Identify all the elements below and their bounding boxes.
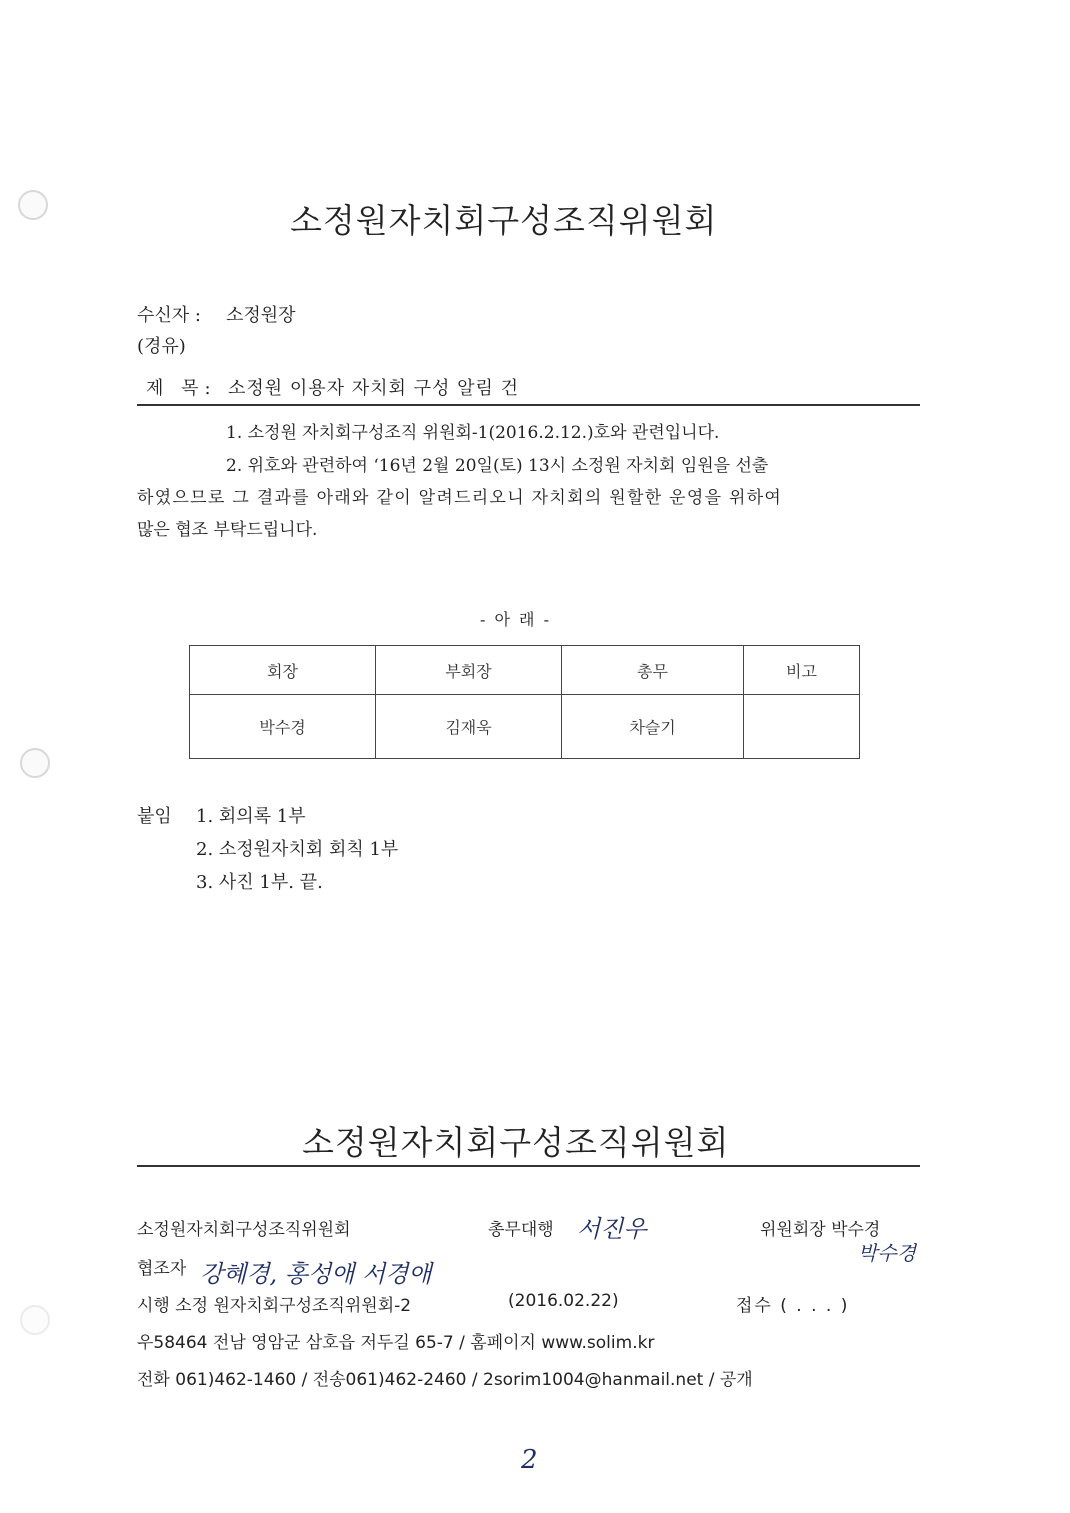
officers-table	[189, 645, 860, 759]
recipient-label: 수신자 :	[137, 305, 201, 326]
subject-divider	[137, 404, 920, 406]
body-line-2b: 하였으므로 그 결과를 아래와 같이 알려드리오니 자치회의 원할한 운영을 위하여	[137, 488, 783, 508]
table-row	[190, 695, 860, 759]
attachment-item-3: 3. 사진 1부. 끝.	[196, 872, 323, 893]
header-cell-remarks: 비고	[744, 646, 860, 695]
via: (경유)	[137, 336, 186, 357]
attachments-label: 붙임	[137, 806, 172, 827]
header-cell-secretary: 총무	[562, 646, 744, 695]
handwritten-page-mark: 2	[521, 1445, 538, 1475]
punch-hole-middle	[20, 748, 50, 778]
table-header-row	[190, 646, 860, 695]
receipt-label: 접수 ( . . . )	[736, 1296, 850, 1316]
subject-label: 제 목:	[146, 378, 217, 399]
attachment-item-2: 2. 소정원자치회 회칙 1부	[196, 839, 399, 860]
punch-hole-bottom	[20, 1305, 50, 1335]
body-line-1: 1. 소정원 자치회구성조직 위원회-1(2016.2.12.)호와 관련입니다.	[226, 423, 720, 443]
section-label: - 아 래 -	[480, 610, 551, 629]
address-line: 우58464 전남 영암군 삼호읍 저두길 65-7 / 홈페이지 www.solim.kr	[137, 1333, 655, 1353]
enforcement-date: (2016.02.22)	[508, 1291, 619, 1311]
contact-line: 전화 061)462-1460 / 전송061)462-2460 / 2sorim1004@hanmail.net / 공개	[137, 1370, 753, 1390]
chair-label: 위원회장 박수경	[760, 1220, 881, 1240]
header-cell-vice-president: 부회장	[376, 646, 562, 695]
attachment-item-1: 1. 회의록 1부	[196, 806, 306, 827]
cell-remarks	[744, 695, 860, 759]
enforcement-number: 시행 소정 원자치회구성조직위원회-2	[137, 1296, 412, 1316]
cell-president: 박수경	[190, 695, 376, 759]
cooperator-label: 협조자	[137, 1259, 187, 1279]
cell-vice-president: 김재욱	[376, 695, 562, 759]
footer-org-title: 소정원자치회구성조직위원회	[302, 1123, 730, 1162]
recipient: 소정원장	[226, 305, 296, 326]
cooperator-signatures: 강혜경, 홍성애 서경애	[200, 1260, 432, 1288]
punch-hole-top	[18, 190, 48, 220]
chair-signature: 박수경	[858, 1241, 916, 1265]
issuer: 소정원자치회구성조직위원회	[137, 1220, 351, 1240]
document-title: 소정원자치회구성조직위원회	[290, 201, 718, 240]
footer-divider	[137, 1165, 920, 1167]
cell-secretary: 차슬기	[562, 695, 744, 759]
body-line-2c: 많은 협조 부탁드립니다.	[137, 520, 318, 540]
acting-secretary-signature: 서진우	[577, 1215, 647, 1243]
subject: 소정원 이용자 자치회 구성 알림 건	[228, 378, 520, 399]
body-line-2a: 2. 위호와 관련하여 ‘16년 2월 20일(토) 13시 소정원 자치회 임원을 선출	[226, 456, 769, 476]
header-cell-president: 회장	[190, 646, 376, 695]
acting-secretary-label: 총무대행	[488, 1220, 554, 1240]
